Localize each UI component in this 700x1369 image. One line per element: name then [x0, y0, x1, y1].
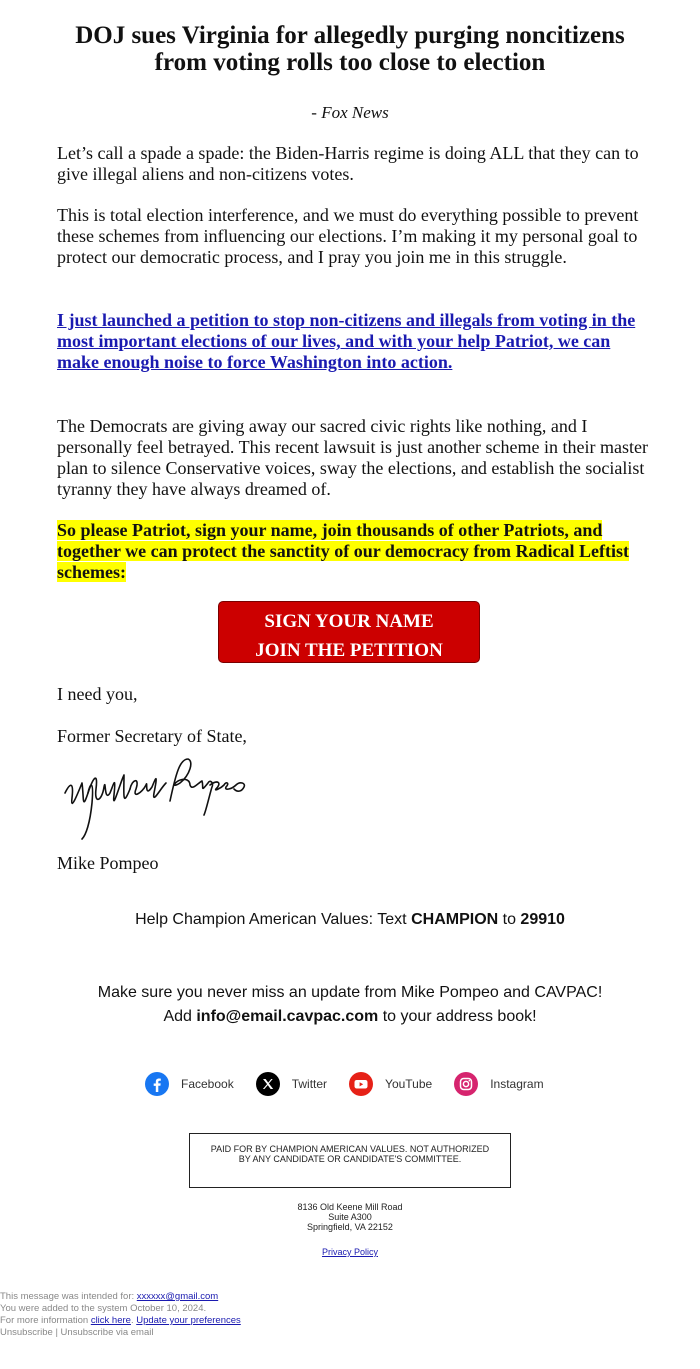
body-paragraph-2: This is total election interference, and we must do everything possible to prevent these schemes from influencing our elections. I’m making it my personal goal to protect our democratic process, and I pray you join me in this struggle.: [57, 205, 639, 267]
privacy-policy-link[interactable]: Privacy Policy: [321, 1247, 378, 1257]
recipient-email-link[interactable]: xxxxxx@gmail.com: [136, 1291, 219, 1302]
youtube-label: YouTube: [385, 1077, 433, 1091]
update-preferences-link[interactable]: Update your preferences: [136, 1315, 241, 1326]
footer-sep: .: [130, 1315, 137, 1326]
privacy-row: [0, 1247, 700, 1257]
text-promo-middle: to: [498, 911, 521, 928]
address-line-2: Suite A300: [328, 1212, 372, 1222]
closing-need: I need you,: [57, 684, 138, 704]
social-links: [145, 1071, 565, 1097]
footer-more-info: [0, 1315, 700, 1327]
x-twitter-icon: [256, 1072, 280, 1096]
contact-email: info@email.cavpac.com: [196, 1008, 379, 1025]
text-promo-keyword: CHAMPION: [411, 911, 499, 928]
update-line-2: [0, 1008, 700, 1026]
paid-for-disclaimer: PAID FOR BY CHAMPION AMERICAN VALUES. NOT AUTHORIZED BY ANY CANDIDATE OR CANDIDATE'S COMMITTEE.: [189, 1133, 511, 1188]
click-here-link[interactable]: click here: [90, 1315, 131, 1326]
body-paragraph-4: The Democrats are giving away our sacred civic rights like nothing, and I personally feel betrayed. This recent lawsuit is just another scheme in their master plan to silence Conservative voices, sway the elections, and establish the socialist tyranny they have always dreamed of.: [57, 416, 648, 499]
update-prefix: Add: [163, 1008, 197, 1025]
footer-added: You were added to the system October 10, 2024.: [0, 1303, 207, 1314]
signature-image: [60, 753, 255, 843]
twitter-label: Twitter: [291, 1077, 328, 1091]
text-promo-number: 29910: [520, 911, 565, 928]
address-line-3: Springfield, VA 22152: [307, 1222, 393, 1232]
text-promo-prefix: Help Champion American Values: Text: [135, 911, 412, 928]
instagram-label: Instagram: [490, 1077, 544, 1091]
petition-link-paragraph: [57, 310, 649, 373]
youtube-link[interactable]: [349, 1072, 432, 1096]
instagram-icon: [454, 1072, 478, 1096]
instagram-link[interactable]: [454, 1072, 543, 1096]
cta-line-2: JOIN THE PETITION: [255, 640, 443, 661]
highlighted-text: So please Patriot, sign your name, join thousands of other Patriots, and together we can protect the sanctity of our democracy from Radical Leftist schemes:: [57, 520, 630, 582]
update-line-1: Make sure you never miss an update from Mike Pompeo and CAVPAC!: [97, 984, 603, 1001]
footer-intended: [0, 1291, 700, 1303]
email-footer: [0, 1291, 700, 1339]
footer-unsubscribe[interactable]: Unsubscribe | Unsubscribe via email: [0, 1327, 154, 1338]
sign-petition-button[interactable]: [218, 601, 480, 663]
update-suffix: to your address book!: [378, 1008, 537, 1025]
signer-name: Mike Pompeo: [57, 853, 159, 873]
headline-source: - Fox News: [311, 103, 389, 122]
petition-link[interactable]: I just launched a petition to stop non-citizens and illegals from voting in the most important elections of our lives, and with your help Patriot, we can make enough noise to force Washington into action.: [57, 310, 636, 372]
headline: DOJ sues Virginia for allegedly purging noncitizens from voting rolls too close to election: [75, 22, 625, 76]
facebook-icon: [145, 1072, 169, 1096]
closing-title: Former Secretary of State,: [57, 726, 247, 746]
text-promo: [0, 911, 700, 929]
footer-intended-prefix: This message was intended for:: [0, 1291, 137, 1302]
address-line-1: 8136 Old Keene Mill Road: [297, 1202, 403, 1212]
footer-more-prefix: For more information: [0, 1315, 91, 1326]
cta-line-1: SIGN YOUR NAME: [264, 611, 434, 632]
twitter-link[interactable]: [256, 1072, 327, 1096]
facebook-label: Facebook: [181, 1077, 234, 1091]
mailing-address: [0, 1202, 700, 1232]
highlight-paragraph: [57, 520, 649, 583]
body-paragraph-1: Let’s call a spade a spade: the Biden-Harris regime is doing ALL that they can to give illegal aliens and non-citizens votes.: [57, 143, 639, 184]
facebook-link[interactable]: [145, 1072, 234, 1096]
youtube-icon: [349, 1072, 373, 1096]
